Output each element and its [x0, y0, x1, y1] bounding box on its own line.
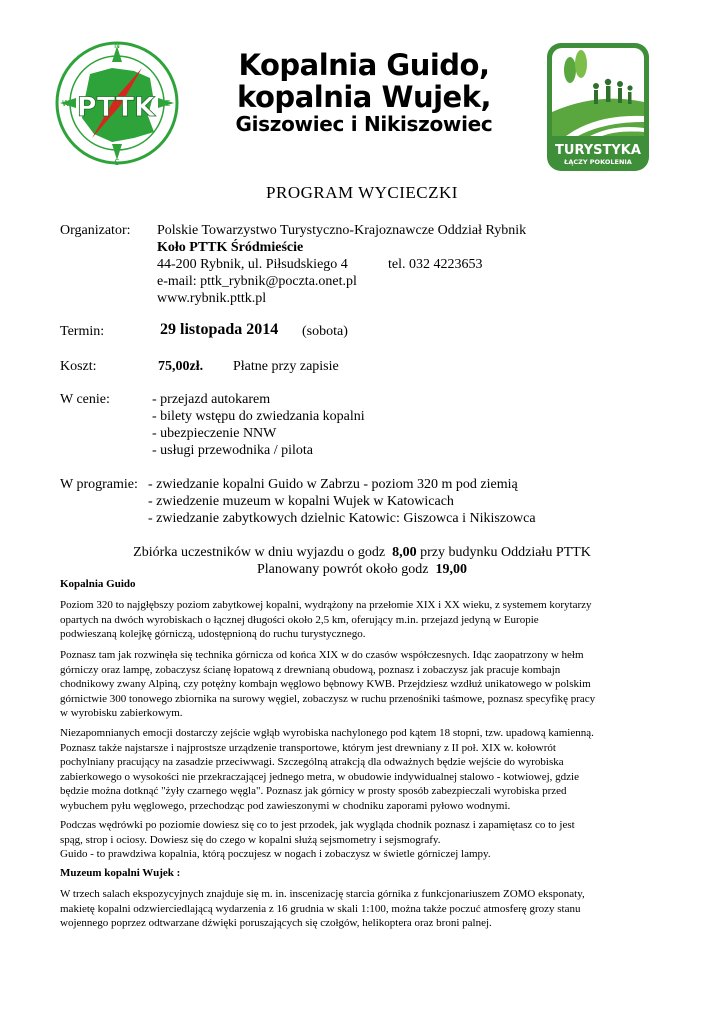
wujek-paragraph	[60, 887, 664, 931]
text-line: podwieszaną kolejkę górniczą, udostępnioną do ruchu turystycznego.	[60, 628, 366, 640]
zbiorka-line-1	[0, 544, 724, 561]
pttk-logo	[52, 38, 182, 168]
koszt-label: Koszt:	[60, 359, 97, 374]
pttk-logo-text: PTTK	[76, 92, 156, 123]
guido-paragraph-3	[60, 726, 664, 813]
organizer-phone: tel. 032 4223653	[388, 257, 483, 272]
w-programie-label: W programie:	[60, 477, 138, 492]
title-line-1: Kopalnia Guido,	[238, 48, 490, 82]
w-cenie-item: - bilety wstępu do zwiedzania kopalni	[152, 409, 365, 424]
koszt-note: Płatne przy zapisie	[233, 359, 339, 374]
wujek-heading: Muzeum kopalni Wujek :	[60, 867, 181, 879]
guido-heading: Kopalnia Guido	[60, 578, 136, 590]
organizer-line-1: Polskie Towarzystwo Turystyczno-Krajoznawcze Oddział Rybnik	[157, 223, 527, 238]
w-cenie-label: W cenie:	[60, 392, 110, 407]
compass-w-label: W	[62, 99, 70, 108]
text-line: W trzech salach ekspozycyjnych znajduje się m. in. inscenizację starcia górnika z funkcjonariuszem ZOMO eksponaty,	[60, 888, 585, 900]
text-line: pochylniany pracujący na zasadzie przeciwwagi. Szczególną atrakcją dla odważnych będzie wejście do wyrobiska	[60, 756, 564, 768]
text-line: Podczas wędrówki po poziomie dowiesz się co to jest przodek, jak wygląda chodnik poznasz i zapamiętasz co to jest	[60, 819, 575, 831]
compass-e-label: E	[165, 99, 171, 108]
organizer-website: www.rybnik.pttk.pl	[157, 291, 267, 306]
termin-day: (sobota)	[302, 324, 348, 339]
text-line: górnictwie 300 tonowego zbiornika na surowy węgiel, zobaczysz w ruchu przenośniki taśmowe, poznasz specyfikę pracy	[60, 692, 596, 705]
text-line: Niezapomnianych emocji dostarczy zejście wgłąb wyrobiska nachylonego pod kątem 18 stopni, tzw. upadową kamienną.	[60, 727, 594, 739]
guido-paragraph-1	[60, 598, 664, 642]
text-line: Poziom 320 to najgłębszy poziom zabytkowej kopalni, wydrążony na przełomie XIX i XX wieku, z systemem korytarzy	[60, 599, 592, 611]
compass-n-label: N	[114, 41, 120, 50]
w-programie-item: - zwiedzanie kopalni Guido w Zabrzu - poziom 320 m pod ziemią	[148, 477, 518, 492]
w-cenie-item: - przejazd autokarem	[152, 392, 271, 407]
text-line: wojennego poprzez odtwarzane dźwięki poruszających się czołgów, helikoptera oraz broni palnej.	[60, 917, 492, 929]
text-line: Poznasz tam jak rozwinęła się technika górnicza od końca XIX w do czasów współczesnych. Idąc zaopatrzony w hełm	[60, 649, 584, 661]
title-line-2: kopalnia Wujek,	[237, 80, 491, 114]
w-cenie-item: - ubezpieczenie NNW	[152, 426, 277, 441]
text-line: będzie można dotknąć "żyły czarnego węgla". Poznasz jak górnicy w prosty sposób zabezpieczali wyrobiska przed	[60, 785, 567, 797]
text-line: górniczy oraz lampę, zobaczysz ścianę łopatową z drewnianą obudową, poznasz i zobaczysz jak pracuje kombajn	[60, 663, 561, 676]
text-line: makietę kopalni odzwierciedlającą wydarzenia z 16 grudnia w skali 1:100, można także poczuć atmosferę grozy stanu	[60, 902, 581, 915]
zbiorka-place: przy budynku Oddziału PTTK	[420, 545, 591, 560]
w-programie-item: - zwiedzenie muzeum w kopalni Wujek w Katowicach	[148, 494, 454, 509]
text-line: w wyrobisku zabierkowym.	[60, 707, 183, 719]
zbiorka-line-2	[0, 561, 724, 578]
text-line: Poznasz także najstarsze i najprostsze urządzenie transportowe, którym jest drewniany z II poł. XIX w. kołowrót	[60, 741, 556, 754]
turystyka-word: TURYSTYKA	[555, 143, 641, 158]
organizer-line-3: 44-200 Rybnik, ul. Piłsudskiego 4	[157, 257, 348, 272]
text-line: chodnikowy zwany Alpiną, czy potężny kombajn węglowo bębnowy KWB. Przejdziesz wzdłuż unikatowego w polskim	[60, 678, 591, 690]
guido-paragraph-4	[60, 818, 664, 862]
title-line-3: Giszowiec i Nikiszowiec	[235, 112, 493, 136]
text-line: zabierkowego o wysokości nie przekraczającej jednego metra, w obudowie indywidualnej stalowo - kotwiowej, gdzie	[60, 770, 579, 783]
w-cenie-item: - usługi przewodnika / pilota	[152, 443, 313, 458]
koszt-amount: 75,00zł.	[158, 359, 204, 374]
text-line: Guido - to prawdziwa kopalnia, którą poczujesz w nogach i zobaczysz w świetle górniczej lampy.	[60, 848, 491, 860]
zbiorka-text: Zbiórka uczestników w dniu wyjazdu o godz	[133, 545, 386, 560]
text-line: opartych na dwóch wyrobiskach o łącznej długości około 2,5 km, oferujący m.in. przejazd jedyną w Europie	[60, 613, 539, 626]
zbiorka-time: 8,00	[392, 545, 417, 560]
organizer-line-2: Koło PTTK Śródmieście	[157, 240, 304, 255]
guido-paragraph-2	[60, 648, 664, 721]
organizer-email: e-mail: pttk_rybnik@poczta.onet.pl	[157, 274, 357, 289]
return-time: 19,00	[435, 562, 467, 577]
w-programie-item: - zwiedzanie zabytkowych dzielnic Katowic: Giszowca i Nikiszowca	[148, 511, 536, 526]
termin-date: 29 listopada 2014	[160, 321, 279, 338]
program-heading: PROGRAM WYCIECZKI	[266, 183, 458, 202]
text-line: spąg, strop i ociosy. Dowiesz się do czego w kopalni służą sejsmometry i sejsmografy.	[60, 833, 441, 846]
turystyka-logo	[546, 42, 650, 172]
turystyka-tagline: ŁĄCZY POKOLENIA	[564, 158, 632, 166]
return-text: Planowany powrót około godz	[257, 562, 429, 577]
organizer-label: Organizator:	[60, 223, 131, 238]
compass-s-label: S	[114, 158, 120, 167]
text-line: wybuchem pyłu węglowego, przechodząc pod zawieszonymi w chodniku zaporami pyłowo wodnymi.	[60, 799, 511, 812]
termin-label: Termin:	[60, 324, 105, 339]
